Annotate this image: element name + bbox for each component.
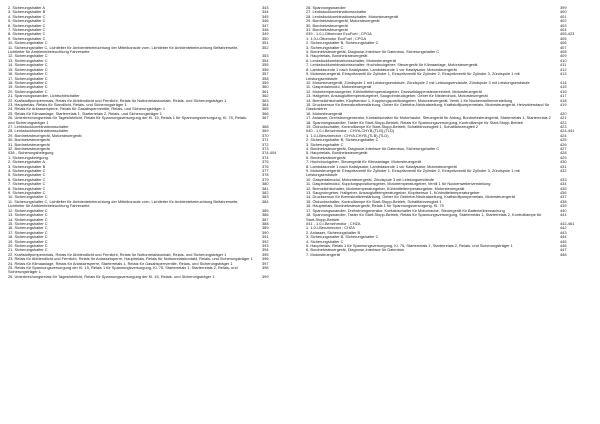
entry-page-number: 387	[262, 216, 269, 222]
entry-page-number: 392	[262, 238, 269, 244]
entry-page-number: 398	[262, 264, 269, 270]
entry-page-number: 440	[560, 207, 567, 213]
entry-title: 8. Lambdasonde 1 nach Katalysator, Lambdasonde 1 vor Katalysator, Motorsteuergerät	[306, 163, 457, 169]
entry-page-number: 404	[560, 27, 567, 33]
entry-page-number: 429	[560, 154, 567, 160]
entry-page-number: 362	[262, 93, 269, 99]
entry-title: 6. Lenkstockkombinationsschalter, Motorsteuergerät	[306, 57, 396, 63]
entry-page-number: 414	[560, 79, 567, 85]
entry-page-number: 348	[262, 27, 269, 33]
entry-title: 14. Bremslichtschalter, Klopfsensor 1, Kupplungspositionsgeber, Motorsteuergerät, Ventil 1 für Nockenwellenverstellung	[306, 97, 513, 103]
entry-page-number: 432	[560, 168, 567, 174]
entry-page-number: 420	[560, 110, 567, 116]
entry-page-number: 405	[560, 35, 567, 41]
entry-title: 12. Bremslichtschalter, Motortemperaturgeber, Kühlmitteltemperaturgeber, Motorsteuergerät	[306, 185, 465, 191]
entry-title: 6. Bordnetzsteuergerät	[306, 154, 346, 160]
index-entry[interactable]	[8, 46, 300, 55]
entry-page-number: 424	[560, 132, 567, 138]
entry-page-number: 385	[262, 207, 269, 213]
entry-page-number: 351	[262, 40, 269, 46]
entry-title: 1. 1.0-l-Benzinmotor ; CHZA	[306, 225, 355, 231]
entry-title: 27. Lenkstockkombinationsschalter	[306, 9, 367, 15]
entry-page-number: 371	[262, 137, 269, 143]
entry-page-number: 443	[560, 229, 567, 235]
entry-title: 8. Lambdasonde 1 nach Katalysator, Lambdasonde 1 vor Katalysator, Motorsteuergerät	[306, 66, 457, 72]
entry-title: 28. Lenkstockkombinationsschalter	[8, 128, 69, 134]
entry-page-number: 356	[262, 66, 269, 72]
entry-page-number: 364	[262, 101, 269, 107]
entry-page-number: 400	[560, 9, 567, 15]
entry-title: 5. Hauptrelais, Bordnetzsteuergerät	[306, 150, 368, 156]
entry-page-number: 403	[560, 22, 567, 28]
entry-page-number: 373	[262, 146, 269, 151]
entry-title: 22. Kraftstoffpumpenrelais, Relais für Abblendlicht und Fernlicht, Relais für Nottonrelaiskontakt, Relais- und Sicherungsträger 1	[8, 97, 227, 103]
entry-title: 4. Bordnetzsteuergerät, Diagnose-Interface für Datenbus, Sicherungshalter C	[306, 146, 440, 151]
entry-page-number: 423	[560, 123, 567, 129]
entry-title: 21. Sicherungshalter C	[8, 247, 48, 253]
entry-title: 15. Sicherungshalter C	[8, 220, 48, 226]
entry-page-number: 408	[560, 49, 567, 55]
entry-title: 19. Öldruckschalter, Kontrolllampe für Start-Stopp-Betrieb, Schaltfahrzeugteil 1, Schaltfahrzeugteil 2	[306, 123, 478, 129]
entry-page-number: 417	[560, 93, 567, 99]
entry-title: 2. Sicherungshalter A	[8, 159, 45, 165]
entry-page-number: 376	[262, 163, 269, 169]
entry-title: 10. Sicherungshalter C	[8, 40, 48, 46]
entry-page-number: 358	[262, 75, 269, 81]
entry-page-number: 421	[560, 115, 567, 121]
entry-title: 12. Sicherungshalter C	[8, 207, 48, 213]
entry-page-number: 424-441	[560, 128, 575, 134]
entry-page-number: 359	[262, 79, 269, 85]
entry-title: 15. Drucksensor für Bremskraftverstärkung, Geber für Getriebe-Neutralstellung, Kraftstoffpumpenrelais, Motorsteuergerät, Heizwiderstand für Gasdosierer	[306, 101, 550, 112]
entry-page-number: 352	[262, 44, 269, 50]
entry-title: 040 - 1.0-l-Benzinmotor ; CHYA,CHYB,(TLB),(TLD)	[306, 128, 395, 134]
entry-title: 17. Spannungswandler, Drehstromgenerator, Kontaktschalter für Motorhaube, Steuergerät für Batterieüberwachung	[306, 207, 505, 213]
index-entry[interactable]	[8, 200, 300, 209]
entry-title: 2. Sicherungshalter B, Sicherungshalter C	[306, 40, 379, 46]
entry-page-number: 349	[262, 31, 269, 37]
entry-title: 23. Hauptrelais, Relais für Standlicht, Relais- und Sicherungsträger 1	[8, 101, 127, 107]
entry-title: 18. Sicherungshalter C	[8, 234, 48, 240]
entry-title: 29. Bordnetzsteuergerät, Motorsteuergerät	[306, 18, 380, 24]
entry-title: 3. Sicherungshalter C	[306, 44, 344, 50]
entry-title: 3. Sicherungshalter C	[306, 141, 344, 147]
entry-title: 7. Motorsteuergerät	[306, 251, 340, 257]
entry-page-number: 386	[262, 212, 269, 218]
entry-title: 17. Anlasser, Drehstromgenerator, Kontaktschalter für Motorhaube, Steuergerät für Airbag, Bordnetzsteuergerät, Starterrelais 1, Starterrelais 2	[306, 115, 551, 121]
entry-page-number: 388	[262, 220, 269, 226]
entry-page-number: 426	[560, 141, 567, 147]
entry-page-number: 437	[560, 194, 567, 200]
entry-page-number: 444	[560, 234, 567, 240]
entry-page-number: 378	[262, 172, 269, 178]
entry-title: 26. Unterbrechungsrelais für Tagesfahrlicht, Relais für Spannungsversorgung der Kl. 15, Relais- und Sicherungsträger 1	[8, 273, 215, 279]
entry-page-number: 353	[262, 53, 269, 59]
entry-title: 15. Sicherungshalter C	[8, 66, 48, 72]
entry-title: 25. Relais für Klimaanlage, Starterrelais 1, Starterrelais 2, Relais- und Sicherungsträger 1	[8, 110, 162, 116]
entry-title: 4. Sicherungshalter C	[8, 168, 46, 174]
entry-page-number: 447	[560, 247, 567, 253]
entry-title: 11. Sicherungshalter C, Lichtleiter für Ambientebeleuchtung der Mittelkonsole vorn, Lichtleiter für Ambientebeleuchtung Beifahrerseite, Lichtleiter für Ambientebeleuchtung Fahrerseite	[8, 44, 239, 55]
entry-page-number: 401	[560, 13, 567, 19]
entry-title: 6. Sicherungshalter C	[8, 22, 46, 28]
entry-page-number: 345	[262, 13, 269, 19]
entry-page-number: 354	[262, 57, 269, 63]
entry-page-number: 384	[262, 198, 269, 204]
entry-title: 6. Bordnetzsteuergerät, Diagnose-Interface für Datenbus	[306, 247, 404, 253]
entry-title: 9. Motorsteuergerät, Einspritzventil für Zylinder 1, Einspritzventil für Zylinder 2, Einspritzventil für Zylinder 3, Zündspule 1 mit Leistungsendstufe	[306, 168, 520, 178]
entry-page-number: 381	[262, 185, 269, 191]
entry-page-number: 350	[262, 35, 269, 41]
entry-page-number: 395	[262, 251, 269, 257]
entry-page-number: 409	[560, 53, 567, 59]
left-column	[8, 6, 300, 279]
entry-page-number: 382	[262, 190, 269, 196]
entry-title: 5. Hauptrelais, Relais 1 für Spannungsversorgung, Kl. 75, Starterrelais 1, Starterrelais 2, Relais- und Sicherungsträger 1	[306, 242, 513, 248]
entry-title: 19. Sicherungshalter C	[8, 84, 48, 90]
entry-page-number: 390	[262, 229, 269, 235]
entry-title: 10. Gaspedalmodul, Motorsteuergerät, Zündspule 3 mit Leistungsendstufe	[306, 176, 435, 182]
entry-page-number: 445	[560, 238, 567, 244]
entry-page-number: 439	[560, 203, 567, 209]
entry-page-number: 346	[262, 18, 269, 24]
entry-page-number: 418	[560, 97, 567, 103]
entry-page-number: 407	[560, 44, 567, 50]
entry-page-number: 383	[262, 194, 269, 200]
entry-page-number: 361	[262, 88, 269, 94]
entry-page-number: 389	[262, 225, 269, 231]
entry-page-number: 367	[262, 115, 269, 121]
entry-page-number: 377	[262, 168, 269, 174]
entry-page-number: 410	[560, 57, 567, 63]
entry-page-number: 438	[560, 198, 567, 204]
entry-title: 5. Sicherungshalter C	[8, 172, 46, 178]
entry-title: 14. Drucksensor für Bremskraftverstärkung, Geber für Getriebe-Neutralstellung, Kraftstoffpumpenrelais, Motorsteuergerät	[306, 194, 515, 200]
entry-title: 14. Sicherungshalter C	[8, 62, 48, 68]
entry-title: 038 - Sicherungsbelegung	[8, 150, 54, 156]
entry-page-number: 368	[262, 123, 269, 129]
entry-title: 1. 1.0-l-Ottomotor EcoFuel ; CPGA	[306, 35, 367, 41]
entry-title: 9. Motorsteuergerät, Einspritzventil für Zylinder 1, Einspritzventil für Zylinder 2, Einspritzventil für Zylinder 3, Zündspule 1 mit Leistungsendstufe	[306, 71, 520, 81]
entry-title: 31. Bordnetzsteuergerät	[8, 141, 50, 147]
entry-page-number: 344	[262, 9, 269, 15]
entry-page-number: 393	[262, 242, 269, 248]
entry-page-number: 374-404	[262, 150, 277, 156]
entry-page-number: 369	[262, 128, 269, 134]
entry-title: 20. Sicherungshalter C	[8, 88, 48, 94]
entry-title: 18. Spannungswandler, Taster für Start-Stopp-Betrieb, Relais für Spannungsversorgung, Kontrolllampe für Start-Stopp-Betrieb	[306, 119, 524, 125]
entry-page-number: 394	[262, 247, 269, 253]
entry-page-number: 435	[560, 185, 567, 191]
entry-page-number: 343	[262, 5, 269, 10]
entry-title: 10. Motorsteuergerät, Zündspule 1 mit Leistungsendstufe, Zündspule 2 mit Leistungsendstufe, Zündspule 3 mit Leistungsendstufe	[306, 79, 530, 85]
entry-title: 5. Hauptrelais, Bordnetzsteuergerät	[306, 53, 368, 59]
entry-page-number: 434	[560, 181, 567, 187]
entry-title: 2. Anlasser, Sicherungshalter B	[306, 229, 361, 235]
entry-title: 041 - 1.0-l-Benzinmotor ; CHZA	[306, 220, 361, 226]
entry-page-number: 379	[262, 176, 269, 182]
entry-title: 1. Sicherungsbelegung	[8, 154, 48, 160]
entry-page-number: 391	[262, 234, 269, 240]
entry-page-number: 430	[560, 159, 567, 165]
entry-title: 32. Bordnetzsteuergerät	[8, 146, 50, 151]
entry-page-number: 446	[560, 242, 567, 248]
entry-title: 29. Bordnetzsteuergerät, Motorsteuergerät	[8, 132, 82, 138]
entry-page-number: 413	[560, 71, 567, 77]
entry-page-number: 425	[560, 137, 567, 143]
entry-title: 11. Gaspedalmodul, Motorsteuergerät	[306, 84, 372, 90]
entry-title: 7. Hochdruckgeber, Steuergerät für Klimaanlage, Motorsteuergerät	[306, 159, 422, 165]
entry-title: 4. Sicherungshalter C	[8, 13, 46, 19]
entry-title: 10. Sicherungshalter C	[8, 194, 48, 200]
entry-title: 14. Sicherungshalter C	[8, 216, 48, 222]
entry-title: 6. Sicherungshalter C	[8, 176, 46, 182]
entry-title: 3. Sicherungshalter B	[8, 163, 46, 169]
entry-page-number: 419	[560, 101, 567, 107]
index-entry[interactable]	[306, 253, 598, 257]
entry-title: 039 - 1.0-l-Ottomotor EcoFuel ; CPGA	[306, 31, 372, 37]
entry-title: 23. Relais für Abblendlicht und Fernlicht, Relais für Anlassersperre, Hauptrelais, Relais für Nottonrelaiskontakt, Relais- und Sicherungsträger 1	[8, 256, 253, 262]
entry-title: 13. Sicherungshalter C	[8, 212, 48, 218]
entry-title: 22. Kraftstoffpumpenrelais, Relais für Abblendlicht und Fernlicht, Relais für Nottonrelaiskontakt, Relais- und Sicherungsträger 1	[8, 251, 227, 257]
entry-title: 27. Lenkstockkombinationsschalter	[8, 123, 69, 129]
entry-title: 4. Sicherungshalter C	[306, 238, 344, 244]
entry-page-number: 399	[560, 5, 567, 10]
entry-title: 16. Sicherungshalter C	[8, 71, 48, 77]
entry-title: 3. Sicherungshalter B	[8, 9, 46, 15]
entry-page-number: 365	[262, 106, 269, 112]
entry-page-number: 427	[560, 146, 567, 151]
entry-title: 2. Sicherungshalter B, Sicherungshalter C	[306, 137, 379, 143]
entry-title: 25. Relais für Spannungsversorgung der Kl. 15, Relais 1 für Spannungsversorgung, Kl. 75, Starterrelais 1, Starterrelais 2, Relais- und Sicherungsträger 1	[8, 264, 238, 275]
entry-title: 1. 1.0-l-Benzinmotor ; CHYA,CHYB,(TLB),(TLD)	[306, 132, 389, 138]
entry-page-number: 366	[262, 110, 269, 116]
entry-title: 19. Sicherungshalter C	[8, 238, 48, 244]
entry-page-number: 428	[560, 150, 567, 156]
entry-page-number: 357	[262, 71, 269, 77]
entry-title: 16. Sicherungshalter C	[8, 225, 48, 231]
entry-title: 31. Bordnetzsteuergerät	[306, 27, 348, 33]
entry-page-number: 405-423	[560, 31, 575, 37]
entry-title: 18. Spannungswandler, Taster für Start-Stopp-Betrieb, Relais für Spannungsversorgung, Starterrelais 1, Starterrelais 2, Kontrolllampe für Start-Stopp-Betrieb	[306, 212, 542, 222]
entry-page-number: 433	[560, 176, 567, 182]
entry-page-number: 370	[262, 132, 269, 138]
entry-title: 13. Saugrohrgeber, Hallgeber, Ansauglufttemperaturgeber, Klopfsensor 1, Kühlmitteltemperaturgeber	[306, 190, 480, 196]
entry-page-number: 396	[262, 256, 269, 262]
entry-page-number: 448	[560, 251, 567, 257]
entry-page-number: 375	[262, 159, 269, 165]
entry-title: 12. Motortemperaturgeber, Kühlmitteltemperaturgeber, Drosselklappensteuereinheit, Motorsteuergerät	[306, 88, 482, 94]
entry-title: 5. Sicherungshalter C	[8, 18, 46, 24]
entry-title: 12. Sicherungshalter C	[8, 53, 48, 59]
entry-title: 24. Relais für Anlassersperre, Relais für Gasabsperrventile, Relais- und Sicherungsträger 1	[8, 106, 165, 112]
entry-page-number: 347	[262, 22, 269, 28]
entry-title: 4. Bordnetzsteuergerät, Diagnose-Interface für Datenbus, Sicherungshalter C	[306, 49, 440, 55]
entry-title: 16. Hauptrelais, Bordnetzsteuergerät, Relais 1 für Spannungsversorgung, Kl. 75	[306, 203, 444, 209]
entry-page-number: 399	[262, 273, 269, 279]
entry-title: 7. Sicherungshalter C	[8, 27, 46, 33]
entry-page-number: 374	[262, 154, 269, 160]
entry-page-number: 442	[560, 225, 567, 231]
entry-page-number: 416	[560, 88, 567, 94]
entry-title: 7. Sicherungshalter C	[8, 181, 46, 187]
entry-page-number: 363	[262, 97, 269, 103]
entry-title: 8. Sicherungshalter C	[8, 31, 46, 37]
entry-page-number: 380	[262, 181, 269, 187]
entry-page-number: 431	[560, 163, 567, 169]
entry-title: 13. Sicherungshalter C	[8, 57, 48, 63]
entry-page-number: 402	[560, 18, 567, 24]
entry-title: 7. Lenkstockkombinationsschalter: Hochdruckgeber; Steuergerät für Klimaanlage, Motorsteuergerät	[306, 62, 478, 68]
entry-title: 30. Bordnetzsteuergerät	[306, 22, 348, 28]
entry-title: 2. Sicherungshalter A	[8, 5, 45, 10]
entry-page-number: 436	[560, 190, 567, 196]
entry-page-number: 411	[560, 62, 567, 68]
entry-page-number: 355	[262, 62, 269, 68]
entry-title: 17. Sicherungshalter C	[8, 75, 48, 81]
right-column	[306, 6, 598, 257]
entry-page-number: 397	[262, 260, 269, 266]
entry-page-number: 360	[262, 84, 269, 90]
entry-title: 26. Spannungswandler	[306, 5, 346, 10]
entry-title: 9. Sicherungshalter C	[8, 35, 46, 41]
entry-title: 21. Spannungswandler, Lichtschleichalter	[8, 93, 80, 99]
entry-title: 16. Motorsteuergerät	[306, 110, 343, 116]
entry-title: 18. Sicherungshalter C	[8, 79, 48, 85]
entry-page-number: 415	[560, 84, 567, 90]
entry-page-number: 441	[560, 212, 567, 218]
entry-title: 15. Öldruckschalter, Kontrolllampe für Start-Stopp-Betrieb, Schaltfahrzeugteil 1	[306, 198, 442, 204]
entry-title: 24. Relais für Klimaanlage, Relais für Anlassersperre, Starterrelais 1, Relais für Gasabsperrventile, Relais- und Sicherungsträger 1	[8, 260, 233, 266]
entry-title: 13. Hallgeber, Ansauglufttemperaturgeber, Saugrohrdruckgeber, Geber für Niederdruck, Motorsteuergerät	[306, 93, 488, 99]
entry-title: 11. Sicherungshalter C, Lichtleiter für Ambientebeleuchtung der Mittelkonsole vorn, Lichtleiter für Ambientebeleuchtung Beifahrerseite, Lichtleiter für Ambientebeleuchtung Fahrerseite	[8, 198, 239, 209]
entry-page-number: 372	[262, 141, 269, 147]
entry-title: 9. Sicherungshalter C	[8, 190, 46, 196]
entry-title: 20. Sicherungshalter C	[8, 242, 48, 248]
index-entry[interactable]	[8, 275, 300, 279]
entry-title: 30. Bordnetzsteuergerät	[8, 137, 50, 143]
entry-page-number: 406	[560, 40, 567, 46]
entry-title: 28. Lenkstockkombinationsschalter, Motorsteuergerät	[306, 13, 399, 19]
entry-page-number: 412	[560, 66, 567, 72]
entry-page-number: 422	[560, 119, 567, 125]
entry-title: 26. Unterbrechungsrelais für Tagesfahrlicht, Relais für Spannungsversorgung der Kl. 15, Relais 1 für Spannungsversorgung, Kl. 75, Relais- und Sicherungsträger 1	[8, 115, 248, 125]
entry-title: 8. Sicherungshalter C	[8, 185, 46, 191]
entry-title: 3. Sicherungshalter B, Sicherungshalter C	[306, 234, 379, 240]
index-entry[interactable]	[306, 103, 598, 112]
entry-page-number: 442-461	[560, 220, 575, 226]
entry-title: 17. Sicherungshalter C	[8, 229, 48, 235]
entry-title: 11. Gaspedalmodul, Kupplungspositionsgeber, Motortemperaturgeber, Ventil 1 für Nockenwellenverstellung	[306, 181, 491, 187]
